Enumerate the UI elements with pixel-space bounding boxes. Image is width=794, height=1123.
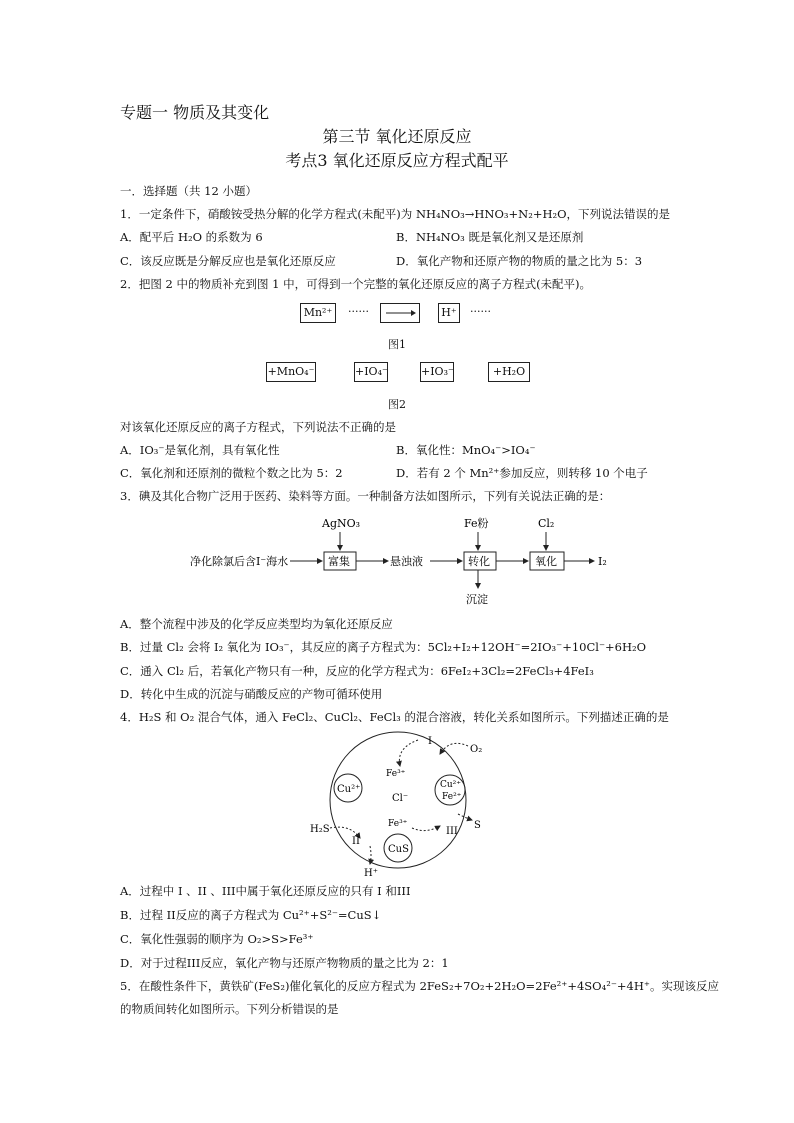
flow-box-oxidize-label: 氧化 xyxy=(535,555,557,568)
fig1-dots-right: ······ xyxy=(470,305,491,318)
q4-option-b: B．过程 II反应的离子方程式为 Cu²⁺+S²⁻=CuS↓ xyxy=(120,908,382,922)
cycle-step-iii-label: III xyxy=(446,826,458,837)
q4-option-c: C．氧化性强弱的顺序为 O₂>S>Fe³⁺ xyxy=(120,932,314,946)
fig1-mn2-box: Mn²⁺ xyxy=(300,303,336,323)
q3-flow-diagram xyxy=(160,510,620,610)
q3-option-a: A．整个流程中涉及的化学反应类型均为氧化还原反应 xyxy=(120,617,393,631)
flow-start-label: 净化除氯后含I⁻海水 xyxy=(190,555,289,568)
q1-option-c: C．该反应既是分解反应也是氧化还原反应 xyxy=(120,254,336,268)
cycle-h-label: H⁺ xyxy=(364,868,378,878)
q5-stem-line1: 5．在酸性条件下，黄铁矿(FeS₂)催化氧化的反应方程式为 2FeS₂+7O₂+2H₂O=2Fe²⁺+4SO₄²⁻+4H⁺。实现该反应 xyxy=(120,979,719,993)
cycle-cu2b-label: Cu²⁺ xyxy=(440,780,462,790)
cycle-cl-label: Cl⁻ xyxy=(392,793,409,804)
fig1-dots-left: ······ xyxy=(348,305,369,318)
choice-section-title: 一．选择题（共 12 小题） xyxy=(120,184,257,198)
fig2-io3-box: +IO₃⁻ xyxy=(420,362,454,382)
q2-option-d: D．若有 2 个 Mn²⁺参加反应，则转移 10 个电子 xyxy=(396,466,648,480)
cycle-cu2-label: Cu²⁺ xyxy=(337,784,361,795)
topic-title: 专题一 物质及其变化 xyxy=(120,103,270,122)
arrow-right-icon xyxy=(381,304,419,322)
q4-option-d: D．对于过程III反应，氧化产物与还原产物物质的量之比为 2：1 xyxy=(120,956,449,970)
q3-option-b: B．过量 Cl₂ 会将 I₂ 氧化为 IO₃⁻，其反应的离子方程式为：5Cl₂+I₂+12OH⁻=2IO₃⁻+10Cl⁻+6H₂O xyxy=(120,640,647,654)
cycle-step-ii-label: II xyxy=(352,836,360,847)
q2-option-a: A．IO₃⁻是氧化剂，具有氧化性 xyxy=(120,443,280,457)
q3-option-c: C．通入 Cl₂ 后，若氧化产物只有一种，反应的化学方程式为：6FeI₂+3Cl₂=2FeCl₃+4FeI₃ xyxy=(120,664,594,678)
point-title: 考点3 氧化还原反应方程式配平 xyxy=(285,151,509,170)
q4-stem: 4．H₂S 和 O₂ 混合气体，通入 FeCl₂、CuCl₂、FeCl₃ 的混合溶液，转化关系如图所示。下列描述正确的是 xyxy=(120,710,669,724)
flow-precipitate-label: 沉淀 xyxy=(466,593,488,606)
flow-fe-label: Fe粉 xyxy=(464,517,489,530)
section-title: 第三节 氧化还原反应 xyxy=(322,127,472,146)
flow-i2-label: I₂ xyxy=(598,555,607,568)
cycle-fe3-top-label: Fe³⁺ xyxy=(386,769,406,779)
q5-stem-line2: 的物质间转化如图所示。下列分析错误的是 xyxy=(120,1002,339,1016)
q3-stem: 3．碘及其化合物广泛用于医药、染料等方面。一种制备方法如图所示，下列有关说法正确的是： xyxy=(120,489,611,503)
q1-stem: 1．一定条件下，硝酸铵受热分解的化学方程式(未配平)为 NH₄NO₃→HNO₃+N₂+H₂O，下列说法错误的是 xyxy=(120,207,671,221)
flow-suspension-label: 悬浊液 xyxy=(390,555,423,568)
q2-stem: 2．把图 2 中的物质补充到图 1 中，可得到一个完整的氧化还原反应的离子方程式(未配平)。 xyxy=(120,277,592,291)
flow-box-convert-label: 转化 xyxy=(468,555,490,568)
q1-option-b: B．NH₄NO₃ 既是氧化剂又是还原剂 xyxy=(396,230,584,244)
fig2-io4-box: +IO₄⁻ xyxy=(354,362,388,382)
q2-option-c: C．氧化剂和还原剂的微粒个数之比为 5：2 xyxy=(120,466,343,480)
fig2-h2o-box: +H₂O xyxy=(488,362,530,382)
cycle-fe3-bottom-label: Fe³⁺ xyxy=(388,819,408,829)
q1-option-a: A．配平后 H₂O 的系数为 6 xyxy=(120,230,263,244)
fig1-caption: 图1 xyxy=(388,338,406,351)
q3-option-d: D．转化中生成的沉淀与硝酸反应的产物可循环使用 xyxy=(120,687,383,701)
fig1-h-box: H⁺ xyxy=(438,303,460,323)
flow-box-enrich-label: 富集 xyxy=(328,555,350,568)
cycle-step-i-label: I xyxy=(428,736,432,747)
cycle-s-label: S xyxy=(474,820,481,831)
cycle-fe2-label: Fe²⁺ xyxy=(442,792,462,802)
cycle-o2-label: O₂ xyxy=(470,744,483,755)
cycle-h2s-label: H₂S xyxy=(310,824,330,835)
q2-lead: 对该氧化还原反应的离子方程式，下列说法不正确的是 xyxy=(120,420,396,434)
q4-cycle-diagram xyxy=(300,730,500,878)
flow-cl2-label: Cl₂ xyxy=(538,517,555,530)
q4-option-a: A．过程中 I 、II 、III中属于氧化还原反应的只有 I 和III xyxy=(120,884,411,898)
fig1-arrow-box xyxy=(380,303,420,323)
fig2-mno4-box: +MnO₄⁻ xyxy=(266,362,316,382)
flow-agno3-label: AgNO₃ xyxy=(322,517,361,530)
q2-option-b: B．氧化性：MnO₄⁻>IO₄⁻ xyxy=(396,443,536,457)
q1-option-d: D．氧化产物和还原产物的物质的量之比为 5：3 xyxy=(396,254,643,268)
cycle-cus-label: CuS xyxy=(388,844,409,855)
fig2-caption: 图2 xyxy=(388,398,406,411)
